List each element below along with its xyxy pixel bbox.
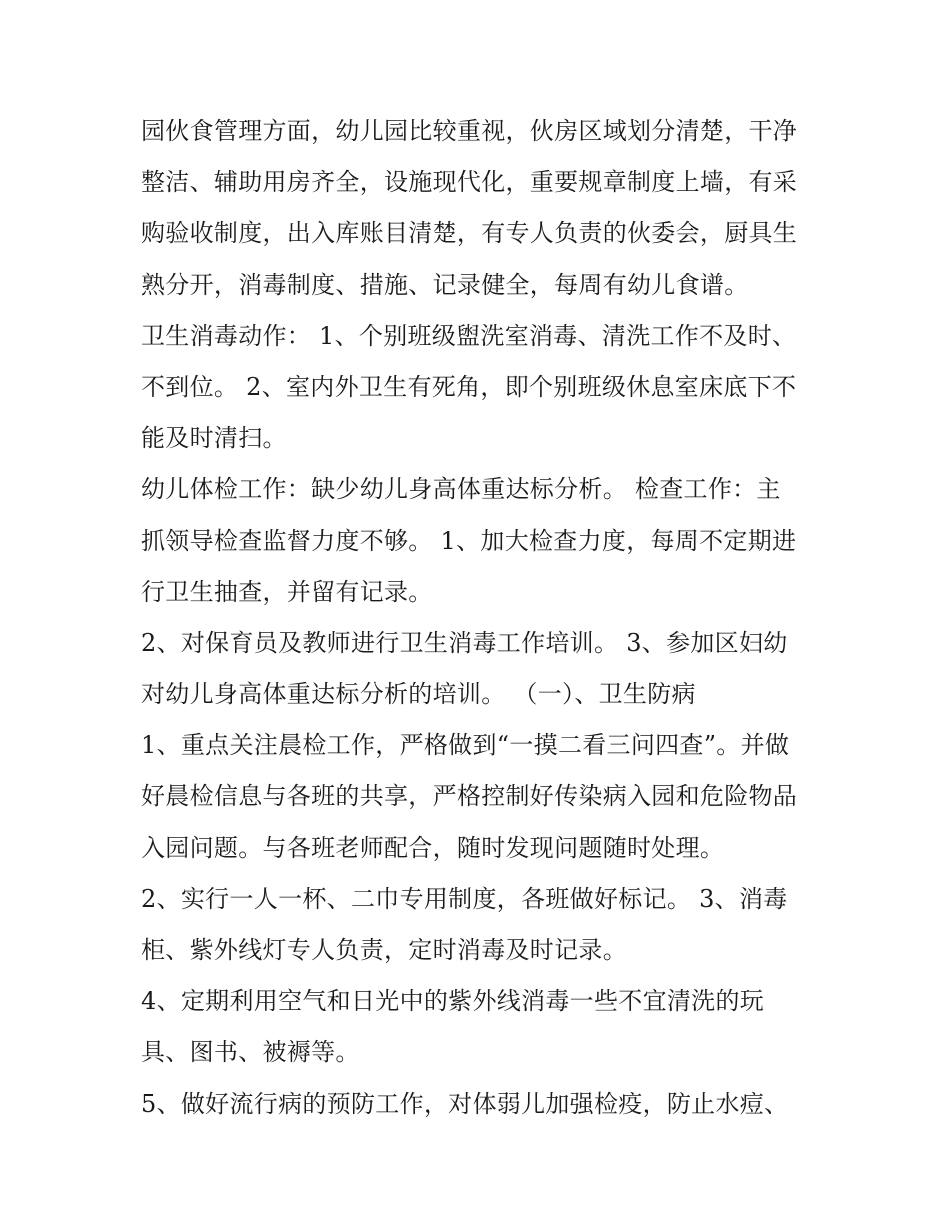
text-line-12: 对幼儿身高体重达标分析的培训。 （一）、卫生防病 (141, 680, 696, 709)
text-line-19: 具、图书、被褥等。 (141, 1038, 360, 1067)
text-line-5: 卫生消毒动作： 1、个别班级盥洗室消毒、清洗工作不及时、 (141, 321, 797, 350)
text-line-9: 抓领导检查监督力度不够。 1、加大检查力度，每周不定期进 (141, 526, 797, 555)
text-line-7: 能及时清扫。 (141, 424, 287, 453)
text-line-4: 熟分开，消毒制度、措施、记录健全，每周有幼儿食谱。 (141, 270, 749, 299)
text-line-18: 4、定期利用空气和日光中的紫外线消毒一些不宜清洗的玩 (141, 987, 765, 1016)
text-line-17: 柜、紫外线灯专人负责，定时消毒及时记录。 (141, 936, 627, 964)
text-line-13: 1、重点关注晨检工作，严格做到“一摸二看三问四查”。并做 (141, 731, 790, 760)
text-line-14: 好晨检信息与各班的共享，严格控制好传染病入园和危险物品 (141, 782, 798, 811)
document-body (141, 106, 821, 1130)
text-line-1: 园伙食管理方面，幼儿园比较重视，伙房区域划分清楚，干净 (141, 117, 798, 145)
text-line-2: 整洁、辅助用房齐全，设施现代化，重要规章制度上墙，有采 (141, 168, 798, 197)
text-line-10: 行卫生抽查，并留有记录。 (141, 577, 433, 606)
text-line-16: 2、实行一人一杯、二巾专用制度，各班做好标记。 3、消毒 (141, 884, 788, 913)
text-line-20: 5、做好流行病的预防工作，对体弱儿加强检疫，防止水痘、 (141, 1089, 789, 1118)
text-line-11: 2、对保育员及教师进行卫生消毒工作培训。 3、参加区妇幼 (141, 628, 788, 657)
text-line-8: 幼儿体检工作：缺少幼儿身高体重达标分析。 检查工作：主 (141, 475, 781, 504)
text-line-15: 入园问题。与各班老师配合，随时发现问题随时处理。 (141, 833, 725, 862)
text-line-3: 购验收制度，出入库账目清楚，有专人负责的伙委会，厨具生 (141, 219, 798, 248)
text-line-6: 不到位。 2、室内外卫生有死角，即个别班级休息室床底下不 (141, 372, 797, 401)
